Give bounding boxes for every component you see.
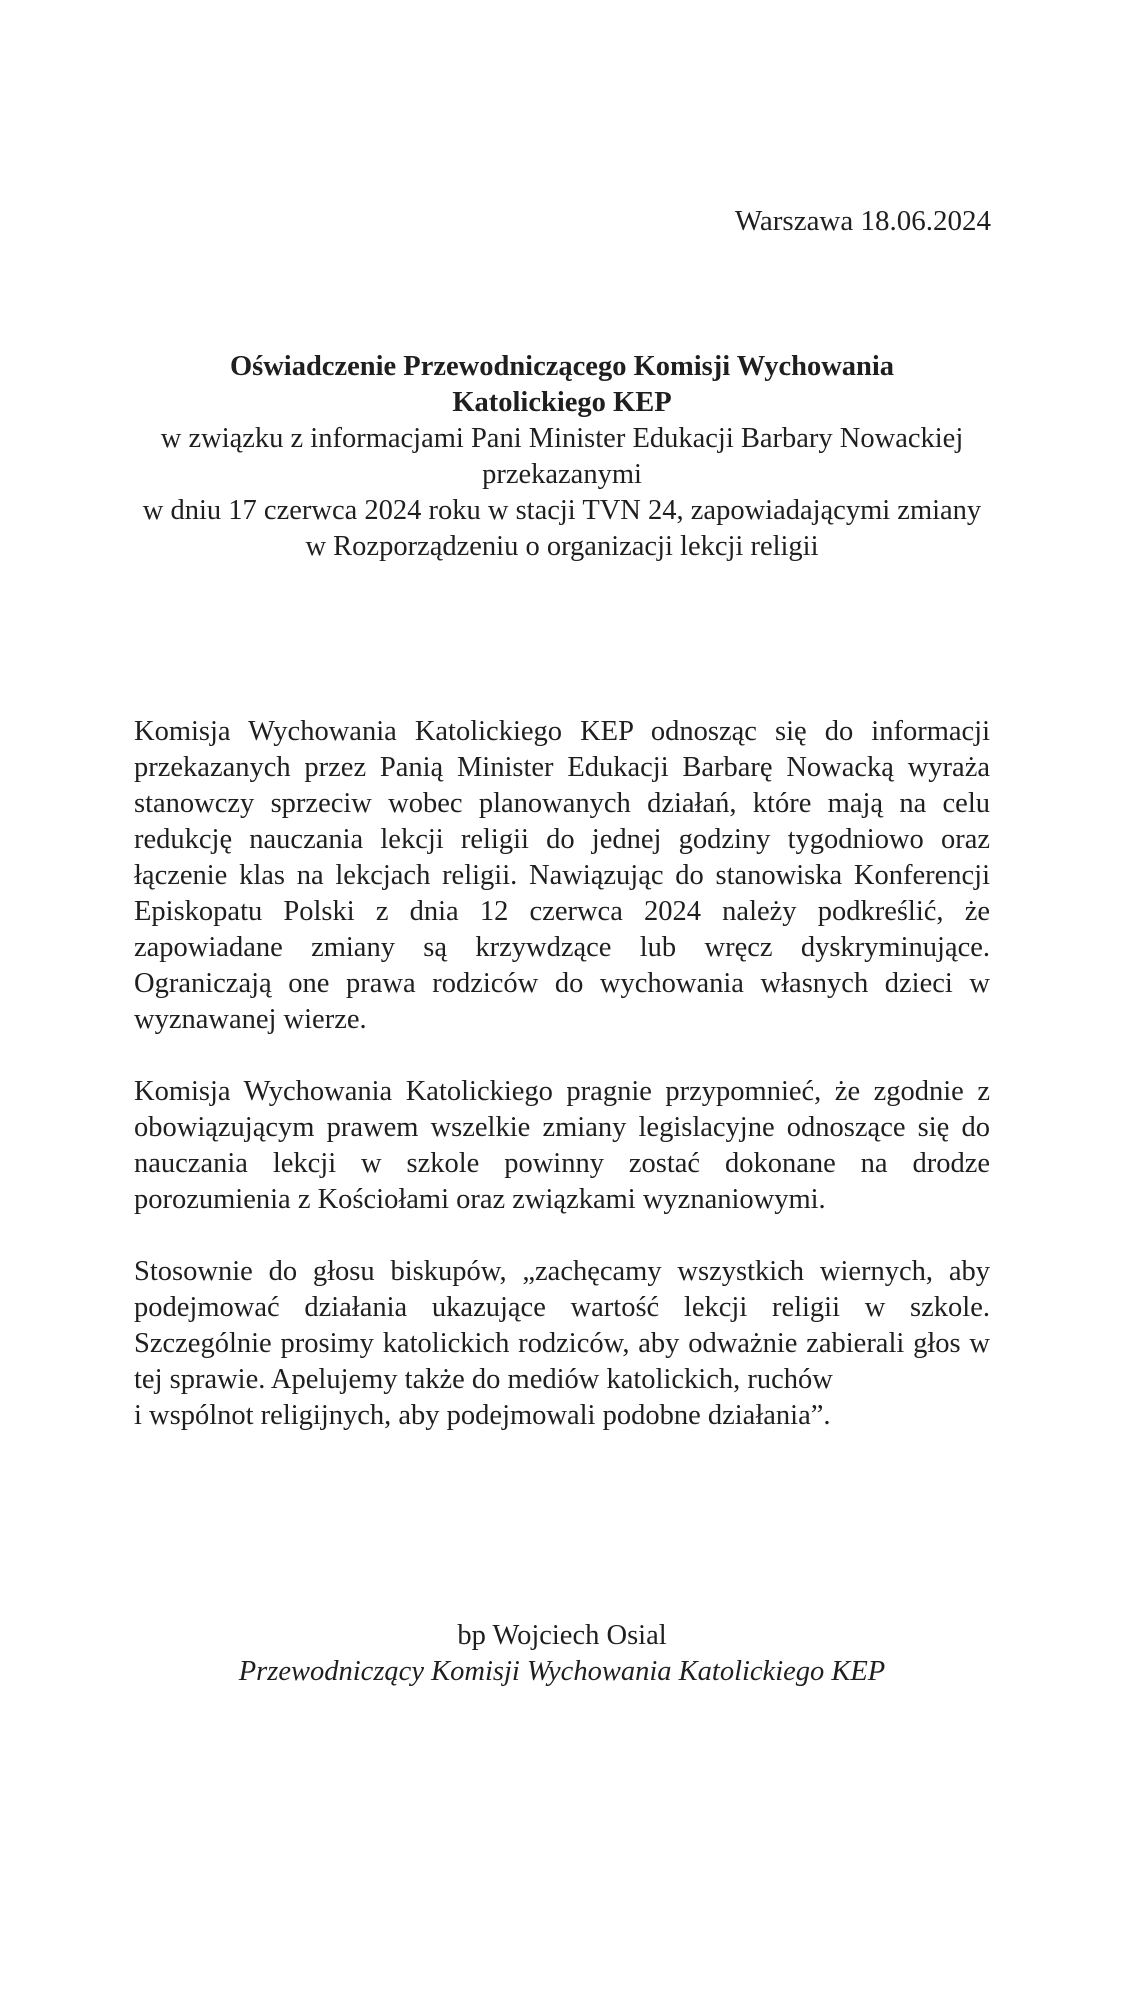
heading-line: w Rozporządzeniu o organizacji lekcji religii — [305, 531, 819, 562]
signature-name: bp Wojciech Osial — [457, 1620, 667, 1651]
signature-role: Przewodniczący Komisji Wychowania Katolickiego KEP — [238, 1656, 886, 1687]
appeal-text-part2: i wspólnot religijnych, aby podejmowali podobne działania”. — [134, 1400, 831, 1431]
document-heading — [134, 349, 990, 565]
body-paragraph-appeal — [134, 1254, 990, 1434]
appeal-text-part1: Stosownie do głosu biskupów, „zachęcamy wszystkich wiernych, aby podejmować działania ukazujące wartość lekcji religii w szkole. Szczególnie prosimy katolickich rodziców, aby odważnie zabierali głos w tej sprawie. Apelujemy także do mediów katolickich, ruchów — [134, 1256, 990, 1395]
heading-line: w związku z informacjami Pani Minister Edukacji Barbary Nowackiej przekazanymi — [160, 423, 964, 490]
heading-line: w dniu 17 czerwca 2024 roku w stacji TVN 24, zapowiadającymi zmiany — [142, 495, 982, 526]
document-body — [134, 714, 990, 1470]
document-date: Warszawa 18.06.2024 — [734, 205, 991, 237]
signature-block — [134, 1618, 990, 1690]
heading-title: Oświadczenie Przewodniczącego Komisji Wychowania Katolickiego KEP — [229, 351, 895, 418]
body-paragraph: Komisja Wychowania Katolickiego pragnie przypomnieć, że zgodnie z obowiązującym prawem wszelkie zmiany legislacyjne odnoszące się do nauczania lekcji w szkole powinny zostać dokonane na drodze porozumienia z Kościołami oraz związkami wyznaniowymi. — [134, 1076, 990, 1215]
body-paragraph: Komisja Wychowania Katolickiego KEP odnosząc się do informacji przekazanych przez Panią Minister Edukacji Barbarę Nowacką wyraża stanowczy sprzeciw wobec planowanych działań, które mają na celu redukcję nauczania lekcji religii do jednej godziny tygodniowo oraz łączenie klas na lekcjach religii. Nawiązując do stanowiska Konferencji Episkopatu Polski z dnia 12 czerwca 2024 należy podkreślić, że zapowiadane zmiany są krzywdzące lub wręcz dyskryminujące. Ograniczają one prawa rodziców do wychowania własnych dzieci w wyznawanej wierze. — [134, 716, 990, 1035]
